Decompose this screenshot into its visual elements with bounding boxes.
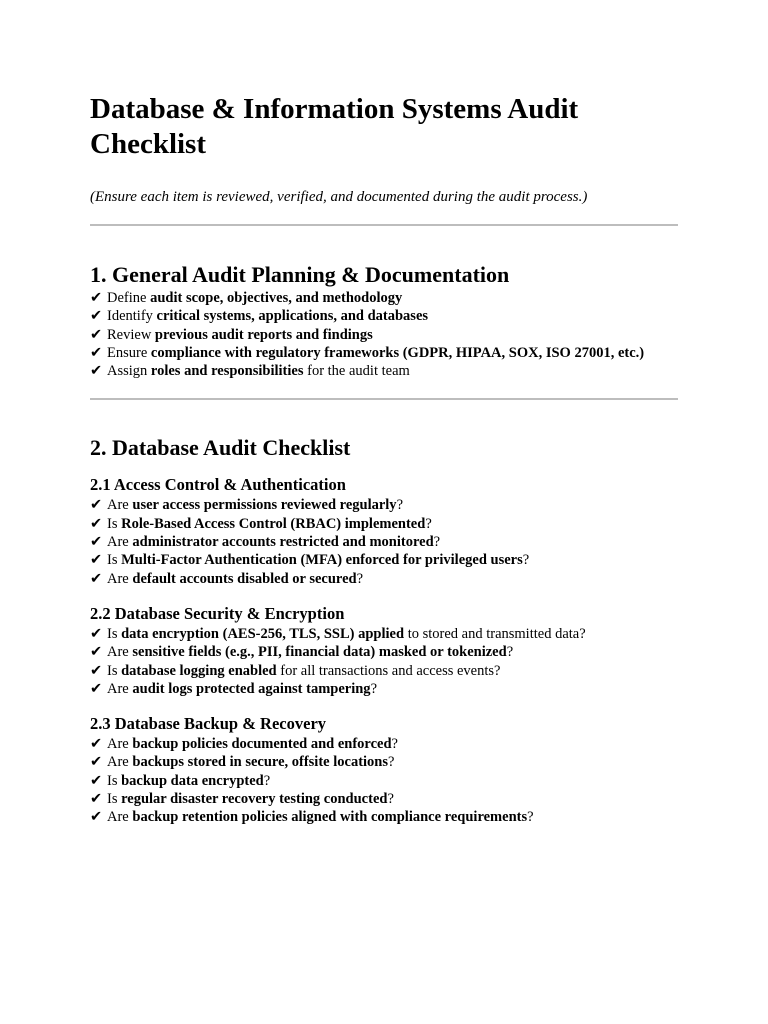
- checklist-access-control: [90, 496, 678, 587]
- checkmark-icon: ✔: [90, 497, 103, 514]
- checkmark-icon: ✔: [90, 736, 103, 753]
- checkmark-icon: ✔: [90, 570, 103, 587]
- list-item: ✔ Are backups stored in secure, offsite locations?: [90, 754, 395, 771]
- list-item: ✔ Is data encryption (AES-256, TLS, SSL) applied to stored and transmitted data?: [90, 625, 586, 642]
- checklist-general-planning: [90, 289, 678, 380]
- checkmark-icon: ✔: [90, 308, 103, 325]
- document-subtitle: (Ensure each item is reviewed, verified, and documented during the audit process.): [90, 189, 588, 205]
- list-item: ✔ Are backup retention policies aligned with compliance requirements?: [90, 809, 534, 826]
- checkmark-icon: ✔: [90, 515, 103, 532]
- checkmark-icon: ✔: [90, 326, 103, 343]
- list-item: ✔ Is backup data encrypted?: [90, 772, 271, 789]
- section-title-database-audit: 2. Database Audit Checklist: [90, 435, 351, 461]
- checkmark-icon: ✔: [90, 644, 103, 661]
- checkmark-icon: ✔: [90, 662, 103, 679]
- subsection-title-security-encryption: 2.2 Database Security & Encryption: [90, 603, 345, 623]
- checkmark-icon: ✔: [90, 791, 103, 808]
- checkmark-icon: ✔: [90, 625, 103, 642]
- checkmark-icon: ✔: [90, 290, 103, 306]
- list-item: ✔ Is database logging enabled for all transactions and access events?: [90, 662, 501, 679]
- list-item: ✔ Are audit logs protected against tampering?: [90, 680, 377, 697]
- checkmark-icon: ✔: [90, 680, 103, 697]
- checklist-security-encryption: [90, 625, 678, 698]
- list-item: ✔ Are default accounts disabled or secured?: [90, 570, 364, 587]
- list-item: ✔ Assign roles and responsibilities for the audit team: [90, 363, 410, 380]
- subsection-title-access-control: 2.1 Access Control & Authentication: [90, 475, 346, 495]
- list-item: ✔ Is Multi-Factor Authentication (MFA) enforced for privileged users?: [90, 552, 530, 569]
- checkmark-icon: ✔: [90, 363, 103, 380]
- checkmark-icon: ✔: [90, 552, 103, 569]
- section-title-general-planning: 1. General Audit Planning & Documentation: [90, 262, 510, 287]
- list-item: ✔ Are sensitive fields (e.g., PII, financial data) masked or tokenized?: [90, 644, 514, 661]
- section-divider: [90, 398, 678, 400]
- document-title: Database & Information Systems Audit Checklist: [90, 93, 579, 160]
- subsection-title-backup-recovery: 2.3 Database Backup & Recovery: [90, 714, 327, 734]
- list-item: ✔ Is Role-Based Access Control (RBAC) implemented?: [90, 515, 432, 532]
- checkmark-icon: ✔: [90, 772, 103, 789]
- checklist-backup-recovery: [90, 735, 678, 826]
- checkmark-icon: ✔: [90, 534, 103, 551]
- list-item: ✔ Identify critical systems, applications, and databases: [90, 308, 429, 325]
- list-item: ✔ Are user access permissions reviewed regularly?: [90, 497, 403, 514]
- list-item: ✔ Are administrator accounts restricted and monitored?: [90, 534, 441, 551]
- checkmark-icon: ✔: [90, 344, 103, 361]
- list-item: ✔ Ensure compliance with regulatory frameworks (GDPR, HIPAA, SOX, ISO 27001, etc.): [90, 344, 645, 361]
- checkmark-icon: ✔: [90, 754, 103, 771]
- checkmark-icon: ✔: [90, 809, 103, 826]
- section-divider: [90, 224, 678, 226]
- list-item: ✔ Is regular disaster recovery testing conducted?: [90, 791, 394, 808]
- list-item: ✔ Are backup policies documented and enforced?: [90, 736, 398, 753]
- list-item: ✔ Define audit scope, objectives, and methodology: [90, 290, 403, 306]
- list-item: ✔ Review previous audit reports and findings: [90, 326, 373, 343]
